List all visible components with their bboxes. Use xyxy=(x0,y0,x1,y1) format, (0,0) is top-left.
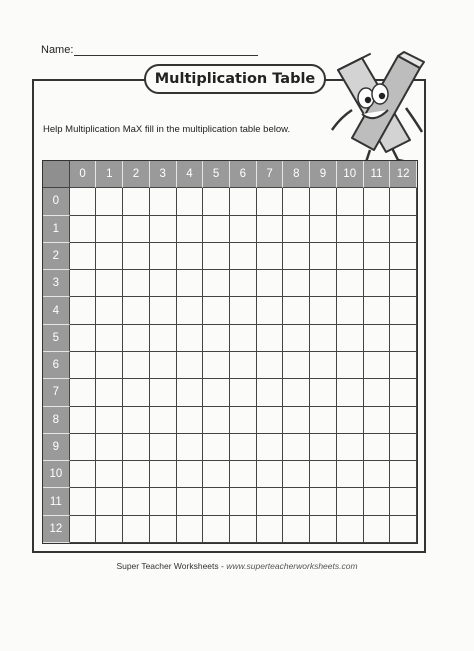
answer-cell[interactable] xyxy=(203,188,230,215)
answer-cell[interactable] xyxy=(390,243,417,270)
answer-cell[interactable] xyxy=(96,188,123,215)
answer-cell[interactable] xyxy=(283,461,310,488)
answer-cell[interactable] xyxy=(70,297,97,324)
answer-cell[interactable] xyxy=(177,488,204,515)
answer-cell[interactable] xyxy=(257,379,284,406)
footer-publisher: Super Teacher Worksheets - xyxy=(116,561,227,571)
answer-cell[interactable] xyxy=(230,297,257,324)
column-header: 7 xyxy=(257,161,284,188)
answer-cell[interactable] xyxy=(257,325,284,352)
answer-cell[interactable] xyxy=(364,325,391,352)
answer-cell[interactable] xyxy=(96,270,123,297)
column-header: 12 xyxy=(390,161,417,188)
row-header: 3 xyxy=(43,270,70,297)
answer-cell[interactable] xyxy=(70,407,97,434)
row-header: 0 xyxy=(43,188,70,215)
answer-cell[interactable] xyxy=(150,434,177,461)
answer-cell[interactable] xyxy=(364,297,391,324)
answer-cell[interactable] xyxy=(337,297,364,324)
answer-cell[interactable] xyxy=(364,379,391,406)
answer-cell[interactable] xyxy=(70,434,97,461)
answer-cell[interactable] xyxy=(337,216,364,243)
answer-cell[interactable] xyxy=(337,461,364,488)
name-label: Name: xyxy=(41,44,74,56)
answer-cell[interactable] xyxy=(257,188,284,215)
column-header: 4 xyxy=(177,161,204,188)
answer-cell[interactable] xyxy=(390,270,417,297)
answer-cell[interactable] xyxy=(177,188,204,215)
answer-cell[interactable] xyxy=(257,243,284,270)
answer-cell[interactable] xyxy=(230,325,257,352)
answer-cell[interactable] xyxy=(283,216,310,243)
answer-cell[interactable] xyxy=(177,325,204,352)
answer-cell[interactable] xyxy=(203,270,230,297)
answer-cell[interactable] xyxy=(177,379,204,406)
answer-cell[interactable] xyxy=(177,516,204,543)
worksheet-title: Multiplication Table xyxy=(144,64,326,94)
answer-cell[interactable] xyxy=(230,488,257,515)
answer-cell[interactable] xyxy=(230,352,257,379)
answer-cell[interactable] xyxy=(283,243,310,270)
answer-cell[interactable] xyxy=(150,270,177,297)
answer-cell[interactable] xyxy=(177,297,204,324)
answer-cell[interactable] xyxy=(123,297,150,324)
answer-cell[interactable] xyxy=(337,270,364,297)
row-header: 6 xyxy=(43,352,70,379)
answer-cell[interactable] xyxy=(364,270,391,297)
answer-cell[interactable] xyxy=(337,243,364,270)
answer-cell[interactable] xyxy=(390,188,417,215)
row-header: 1 xyxy=(43,216,70,243)
answer-cell[interactable] xyxy=(177,434,204,461)
answer-cell[interactable] xyxy=(123,325,150,352)
answer-cell[interactable] xyxy=(310,488,337,515)
answer-cell[interactable] xyxy=(123,379,150,406)
answer-cell[interactable] xyxy=(150,379,177,406)
answer-cell[interactable] xyxy=(150,407,177,434)
answer-cell[interactable] xyxy=(310,352,337,379)
answer-cell[interactable] xyxy=(310,297,337,324)
answer-cell[interactable] xyxy=(230,243,257,270)
answer-cell[interactable] xyxy=(283,434,310,461)
answer-cell[interactable] xyxy=(96,488,123,515)
answer-cell[interactable] xyxy=(230,461,257,488)
answer-cell[interactable] xyxy=(257,488,284,515)
answer-cell[interactable] xyxy=(364,407,391,434)
answer-cell[interactable] xyxy=(203,297,230,324)
answer-cell[interactable] xyxy=(70,516,97,543)
answer-cell[interactable] xyxy=(257,216,284,243)
answer-cell[interactable] xyxy=(96,243,123,270)
column-header: 6 xyxy=(230,161,257,188)
answer-cell[interactable] xyxy=(203,434,230,461)
answer-cell[interactable] xyxy=(310,461,337,488)
answer-cell[interactable] xyxy=(257,434,284,461)
column-header: 5 xyxy=(203,161,230,188)
answer-cell[interactable] xyxy=(390,216,417,243)
answer-cell[interactable] xyxy=(96,379,123,406)
answer-cell[interactable] xyxy=(123,516,150,543)
column-header: 10 xyxy=(337,161,364,188)
column-header: 2 xyxy=(123,161,150,188)
answer-cell[interactable] xyxy=(337,325,364,352)
answer-cell[interactable] xyxy=(203,352,230,379)
answer-cell[interactable] xyxy=(310,188,337,215)
answer-cell[interactable] xyxy=(96,352,123,379)
answer-cell[interactable] xyxy=(390,379,417,406)
answer-cell[interactable] xyxy=(70,243,97,270)
answer-cell[interactable] xyxy=(390,516,417,543)
answer-cell[interactable] xyxy=(310,243,337,270)
answer-cell[interactable] xyxy=(203,243,230,270)
answer-cell[interactable] xyxy=(203,407,230,434)
answer-cell[interactable] xyxy=(390,297,417,324)
answer-cell[interactable] xyxy=(150,516,177,543)
answer-cell[interactable] xyxy=(257,516,284,543)
footer-url[interactable]: www.superteacherworksheets.com xyxy=(226,561,358,571)
answer-cell[interactable] xyxy=(70,352,97,379)
column-header: 3 xyxy=(150,161,177,188)
answer-cell[interactable] xyxy=(150,352,177,379)
answer-cell[interactable] xyxy=(177,243,204,270)
answer-cell[interactable] xyxy=(96,216,123,243)
column-header: 0 xyxy=(70,161,97,188)
answer-cell[interactable] xyxy=(150,325,177,352)
answer-cell[interactable] xyxy=(337,352,364,379)
answer-cell[interactable] xyxy=(96,434,123,461)
answer-cell[interactable] xyxy=(364,461,391,488)
answer-cell[interactable] xyxy=(203,216,230,243)
grid-corner xyxy=(43,161,70,188)
answer-cell[interactable] xyxy=(390,407,417,434)
answer-cell[interactable] xyxy=(390,325,417,352)
name-line[interactable] xyxy=(74,55,258,56)
footer-credit xyxy=(0,561,474,571)
column-header: 1 xyxy=(96,161,123,188)
answer-cell[interactable] xyxy=(123,407,150,434)
answer-cell[interactable] xyxy=(150,297,177,324)
answer-cell[interactable] xyxy=(150,188,177,215)
answer-cell[interactable] xyxy=(283,325,310,352)
answer-cell[interactable] xyxy=(123,434,150,461)
answer-cell[interactable] xyxy=(257,352,284,379)
answer-cell[interactable] xyxy=(257,461,284,488)
answer-cell[interactable] xyxy=(364,516,391,543)
multiplication-grid xyxy=(42,160,418,544)
answer-cell[interactable] xyxy=(150,216,177,243)
answer-cell[interactable] xyxy=(70,379,97,406)
row-header: 2 xyxy=(43,243,70,270)
answer-cell[interactable] xyxy=(337,407,364,434)
answer-cell[interactable] xyxy=(70,461,97,488)
answer-cell[interactable] xyxy=(123,488,150,515)
answer-cell[interactable] xyxy=(96,461,123,488)
answer-cell[interactable] xyxy=(123,188,150,215)
answer-cell[interactable] xyxy=(203,461,230,488)
row-header: 9 xyxy=(43,434,70,461)
answer-cell[interactable] xyxy=(364,188,391,215)
answer-cell[interactable] xyxy=(123,461,150,488)
answer-cell[interactable] xyxy=(230,270,257,297)
answer-cell[interactable] xyxy=(96,407,123,434)
answer-cell[interactable] xyxy=(390,352,417,379)
answer-cell[interactable] xyxy=(70,488,97,515)
row-header: 11 xyxy=(43,488,70,515)
answer-cell[interactable] xyxy=(310,434,337,461)
answer-cell[interactable] xyxy=(283,407,310,434)
column-header: 9 xyxy=(310,161,337,188)
answer-cell[interactable] xyxy=(203,488,230,515)
answer-cell[interactable] xyxy=(230,188,257,215)
answer-cell[interactable] xyxy=(337,379,364,406)
answer-cell[interactable] xyxy=(310,325,337,352)
answer-cell[interactable] xyxy=(337,488,364,515)
answer-cell[interactable] xyxy=(310,379,337,406)
answer-cell[interactable] xyxy=(310,407,337,434)
answer-cell[interactable] xyxy=(203,516,230,543)
answer-cell[interactable] xyxy=(203,379,230,406)
answer-cell[interactable] xyxy=(70,325,97,352)
answer-cell[interactable] xyxy=(150,488,177,515)
answer-cell[interactable] xyxy=(364,243,391,270)
answer-cell[interactable] xyxy=(123,270,150,297)
answer-cell[interactable] xyxy=(70,270,97,297)
answer-cell[interactable] xyxy=(177,216,204,243)
answer-cell[interactable] xyxy=(96,516,123,543)
column-header: 11 xyxy=(364,161,391,188)
answer-cell[interactable] xyxy=(310,270,337,297)
answer-cell[interactable] xyxy=(364,434,391,461)
answer-cell[interactable] xyxy=(70,216,97,243)
answer-cell[interactable] xyxy=(390,461,417,488)
answer-cell[interactable] xyxy=(230,516,257,543)
answer-cell[interactable] xyxy=(96,325,123,352)
answer-cell[interactable] xyxy=(390,488,417,515)
answer-cell[interactable] xyxy=(230,379,257,406)
row-header: 10 xyxy=(43,461,70,488)
answer-cell[interactable] xyxy=(257,297,284,324)
answer-cell[interactable] xyxy=(203,325,230,352)
answer-cell[interactable] xyxy=(283,516,310,543)
answer-cell[interactable] xyxy=(150,243,177,270)
answer-cell[interactable] xyxy=(123,352,150,379)
answer-cell[interactable] xyxy=(337,434,364,461)
answer-cell[interactable] xyxy=(337,516,364,543)
answer-cell[interactable] xyxy=(177,352,204,379)
row-header: 7 xyxy=(43,379,70,406)
answer-cell[interactable] xyxy=(230,407,257,434)
answer-cell[interactable] xyxy=(230,434,257,461)
answer-cell[interactable] xyxy=(150,461,177,488)
answer-cell[interactable] xyxy=(390,434,417,461)
answer-cell[interactable] xyxy=(283,188,310,215)
answer-cell[interactable] xyxy=(123,216,150,243)
answer-cell[interactable] xyxy=(337,188,364,215)
answer-cell[interactable] xyxy=(283,352,310,379)
answer-cell[interactable] xyxy=(96,297,123,324)
answer-cell[interactable] xyxy=(283,379,310,406)
row-header: 8 xyxy=(43,407,70,434)
answer-cell[interactable] xyxy=(364,488,391,515)
answer-cell[interactable] xyxy=(283,488,310,515)
answer-cell[interactable] xyxy=(364,216,391,243)
letter-x-mascot-icon xyxy=(326,48,426,166)
answer-cell[interactable] xyxy=(177,461,204,488)
answer-cell[interactable] xyxy=(257,270,284,297)
row-header: 4 xyxy=(43,297,70,324)
answer-cell[interactable] xyxy=(257,407,284,434)
answer-cell[interactable] xyxy=(177,270,204,297)
answer-cell[interactable] xyxy=(364,352,391,379)
answer-cell[interactable] xyxy=(310,216,337,243)
answer-cell[interactable] xyxy=(177,407,204,434)
answer-cell[interactable] xyxy=(283,297,310,324)
instructions-text: Help Multiplication MaX fill in the multiplication table below. xyxy=(43,124,291,135)
answer-cell[interactable] xyxy=(70,188,97,215)
column-header: 8 xyxy=(283,161,310,188)
row-header: 12 xyxy=(43,516,70,543)
answer-cell[interactable] xyxy=(310,516,337,543)
answer-cell[interactable] xyxy=(283,270,310,297)
answer-cell[interactable] xyxy=(123,243,150,270)
row-header: 5 xyxy=(43,325,70,352)
answer-cell[interactable] xyxy=(230,216,257,243)
